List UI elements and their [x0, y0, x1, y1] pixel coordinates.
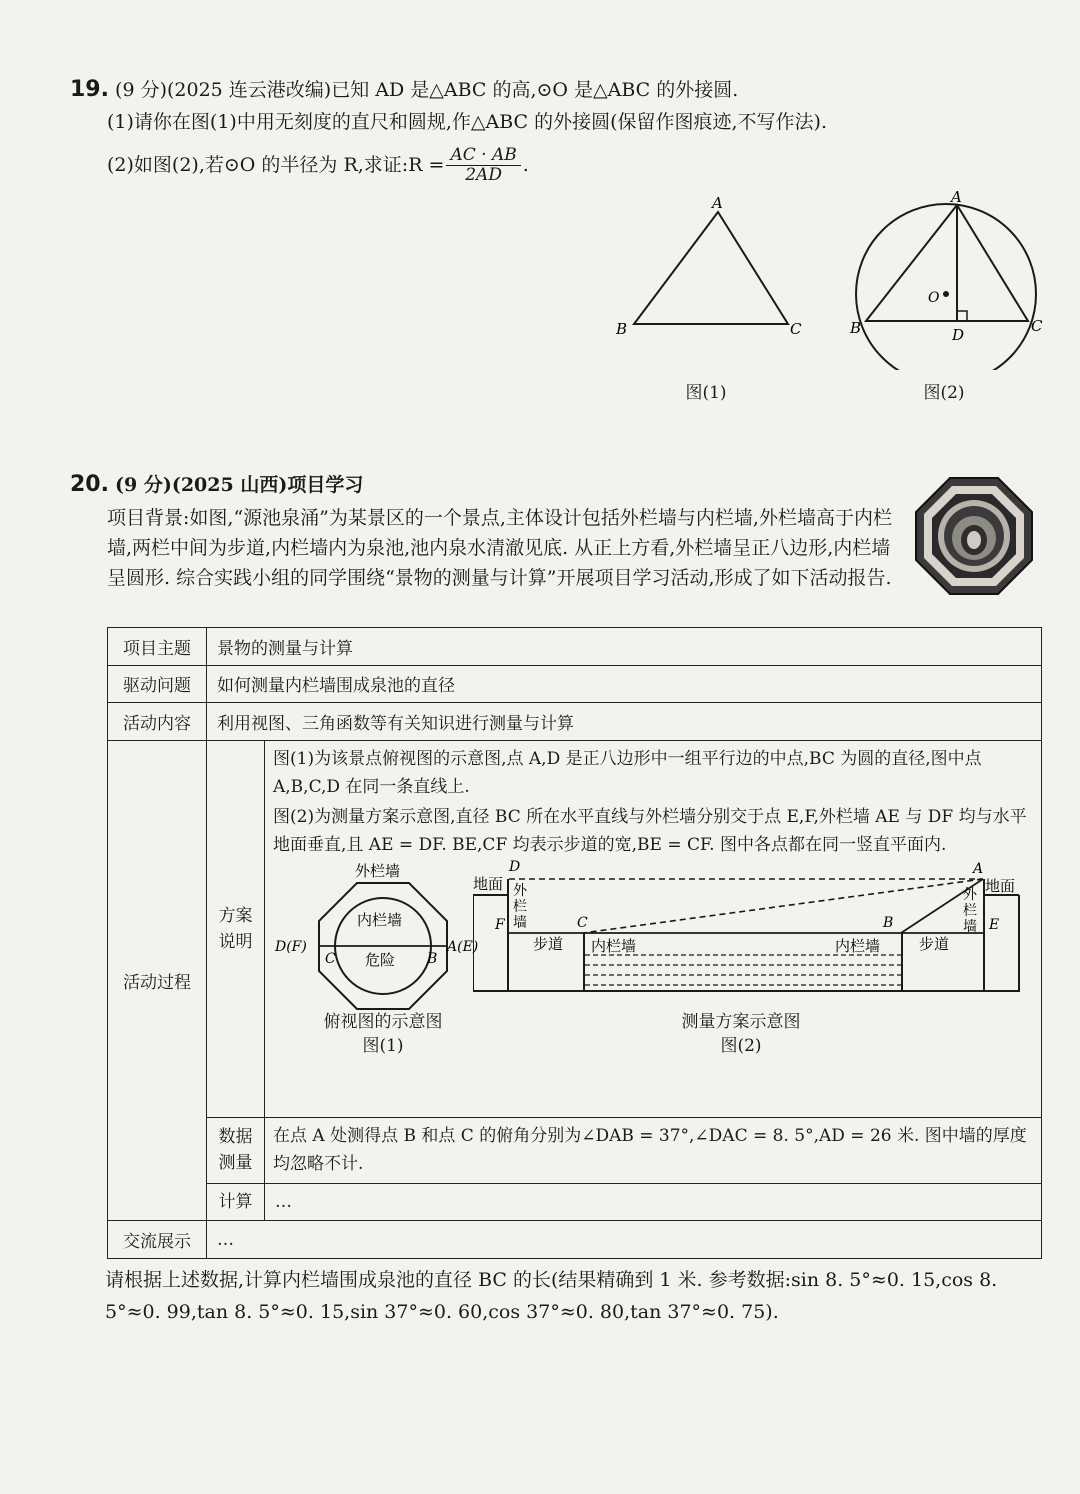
row-share — [108, 1221, 1042, 1259]
scheme-ground-left: 地面 — [473, 874, 504, 893]
outer-wall-right-lower — [983, 933, 985, 991]
fig1-label-a: A — [712, 194, 723, 212]
q19-part2-suffix: . — [522, 154, 529, 176]
scheme-label-d: D — [509, 858, 521, 875]
q19-figure1 — [610, 190, 810, 350]
question-value: 如何测量内栏墙围成泉池的直径 — [207, 665, 1042, 703]
scheme-outer-right-1: 外 — [963, 886, 977, 903]
plan-text2: 图(2)为测量方案示意图,直径 BC 所在水平直线与外栏墙分别交于点 E,F,外栏墙 AE 与 DF 均与水平地面垂直,且 AE = DF. BE,CF 均表示步道的宽,BE = CF. 图中各点都在同一竖直平面内. — [273, 806, 1027, 855]
outer-wall-left-lower — [507, 933, 509, 991]
q19-figure2 — [840, 190, 1050, 370]
question-label: 驱动问题 — [108, 665, 207, 703]
fig2-label-b: B — [850, 319, 862, 337]
data-value — [265, 1117, 1042, 1183]
scheme-inner-right: 内栏墙 — [835, 936, 881, 955]
q20-header-line — [70, 470, 363, 500]
scheme-outer-left-3: 墙 — [513, 914, 527, 931]
top-label-c: C — [325, 950, 336, 967]
top-view-caption2: 图(1) — [362, 1035, 404, 1056]
scheme-caption2: 图(2) — [720, 1035, 762, 1056]
calc-value: … — [265, 1183, 1042, 1221]
sight-line-ac — [583, 879, 983, 933]
plan-label-text: 方案说明 — [218, 905, 253, 952]
topic-label: 项目主题 — [108, 628, 207, 666]
top-view-caption1: 俯视图的示意图 — [323, 1011, 443, 1032]
measurement-diagram — [473, 859, 1033, 1019]
scheme-walkway-left: 步道 — [533, 934, 564, 953]
inner-wall-left — [583, 933, 585, 991]
plan-cell — [265, 740, 1042, 1117]
row-topic — [108, 628, 1042, 666]
share-label: 交流展示 — [108, 1221, 207, 1259]
plan-label — [207, 740, 265, 1117]
top-label-df: D(F) — [275, 938, 307, 955]
row-question — [108, 665, 1042, 703]
fig1-label-b: B — [616, 320, 628, 338]
activity-report-table — [107, 627, 1042, 1259]
scheme-inner-left: 内栏墙 — [591, 936, 637, 955]
right-angle-mark — [957, 311, 967, 321]
q19-part2 — [107, 143, 1030, 187]
q19-fraction — [446, 146, 520, 185]
data-label-text: 数据测量 — [218, 1127, 253, 1174]
scheme-label-f: F — [495, 916, 505, 933]
top-label-b: B — [427, 950, 438, 967]
outer-wall-left — [507, 879, 509, 933]
content-label: 活动内容 — [108, 703, 207, 741]
topic-value: 景物的测量与计算 — [207, 628, 1042, 666]
row-calc — [108, 1183, 1042, 1221]
circumcircle-o — [856, 204, 1036, 370]
q19-fraction-denominator: 2AD — [465, 164, 502, 185]
content-value: 利用视图、三角函数等有关知识进行测量与计算 — [207, 703, 1042, 741]
q19-part1: (1)请你在图(1)中用无刻度的直尺和圆规,作△ABC 的外接圆(保留作图痕迹,不写作法). — [107, 111, 827, 133]
fig2-label-c: C — [1031, 317, 1043, 335]
fountain-photo — [912, 474, 1036, 598]
q20-number: 20. — [70, 472, 109, 497]
row-data — [108, 1117, 1042, 1183]
outer-wall-label: 外栏墙 — [355, 862, 401, 880]
row-content — [108, 703, 1042, 741]
plan-figures — [273, 859, 1033, 1059]
q19-block — [70, 75, 1030, 187]
top-view-diagram — [273, 863, 483, 1013]
scheme-outer-left-2: 栏 — [513, 898, 527, 915]
scheme-outer-right-2: 栏 — [963, 902, 977, 919]
q19-fig2-caption: 图(2) — [923, 383, 965, 403]
q19-fraction-numerator: AC · AB — [446, 146, 520, 166]
q20-question: 请根据上述数据,计算内栏墙围成泉池的直径 BC 的长(结果精确到 1 米. 参考数据:sin 8. 5°≈0. 15,cos 8. 5°≈0. 99,tan 8. 5°≈0. 15,sin 37°≈0. 60,cos 37°≈0. 80,tan 37°≈0. 75). — [105, 1269, 998, 1323]
inner-wall-right — [901, 933, 903, 991]
row-plan — [108, 740, 1042, 1117]
scheme-label-e: E — [989, 916, 1000, 933]
scheme-label-a: A — [973, 860, 984, 877]
q19-fig1-caption: 图(1) — [685, 383, 727, 403]
fig2-label-a: A — [951, 190, 962, 206]
scheme-caption1: 测量方案示意图 — [681, 1011, 801, 1032]
share-value: … — [207, 1221, 1042, 1259]
q20-header: (9 分)(2025 山西)项目学习 — [115, 474, 364, 496]
outer-wall-right — [983, 879, 985, 933]
q19-part2-prefix: (2)如图(2),若⊙O 的半径为 R,求证:R = — [107, 154, 445, 176]
data-text: 在点 A 处测得点 B 和点 C 的俯角分别为∠DAB = 37°,∠DAC = 8. 5°,AD = 26 米. 图中墙的厚度均忽略不计. — [273, 1126, 1027, 1175]
scheme-ground-right: 地面 — [985, 876, 1016, 895]
danger-label: 危险 — [365, 950, 396, 969]
q19-header: (9 分)(2025 连云港改编)已知 AD 是△ABC 的高,⊙O 是△ABC 的外接圆. — [115, 79, 739, 101]
scheme-outer-left-1: 外 — [513, 882, 527, 899]
plan-text1: 图(1)为该景点俯视图的示意图,点 A,D 是正八边形中一组平行边的中点,BC 为圆的直径,图中点 A,B,C,D 在同一条直线上. — [273, 748, 982, 797]
fig1-label-c: C — [790, 320, 802, 338]
data-label — [207, 1117, 265, 1183]
scheme-label-b: B — [883, 914, 894, 931]
scheme-walkway-right: 步道 — [919, 934, 950, 953]
scheme-label-c: C — [577, 914, 588, 931]
fig2-label-o: O — [928, 290, 940, 306]
scheme-outer-right-3: 墙 — [963, 918, 977, 935]
fig2-label-d: D — [952, 326, 965, 344]
q19-header-line — [70, 75, 1030, 105]
q19-number: 19. — [70, 77, 109, 102]
top-label-ae: A(E) — [447, 938, 479, 955]
q20-background: 项目背景:如图,“源池泉涌”为某景区的一个景点,主体设计包括外栏墙与内栏墙,外栏墙高于内栏墙,两栏中间为步道,内栏墙内为泉池,池内泉水清澈见底. 从正上方看,外栏墙呈正八边形,内栏墙呈圆形. 综合实践小组的同学围绕“景物的测量与计算”开展项目学习活动,形成了如下活动报告. — [107, 507, 892, 589]
inner-wall-label: 内栏墙 — [357, 910, 403, 929]
calc-label: 计算 — [207, 1183, 265, 1221]
center-o-dot — [943, 291, 949, 297]
process-label: 活动过程 — [108, 740, 207, 1220]
triangle-abc — [634, 212, 788, 324]
